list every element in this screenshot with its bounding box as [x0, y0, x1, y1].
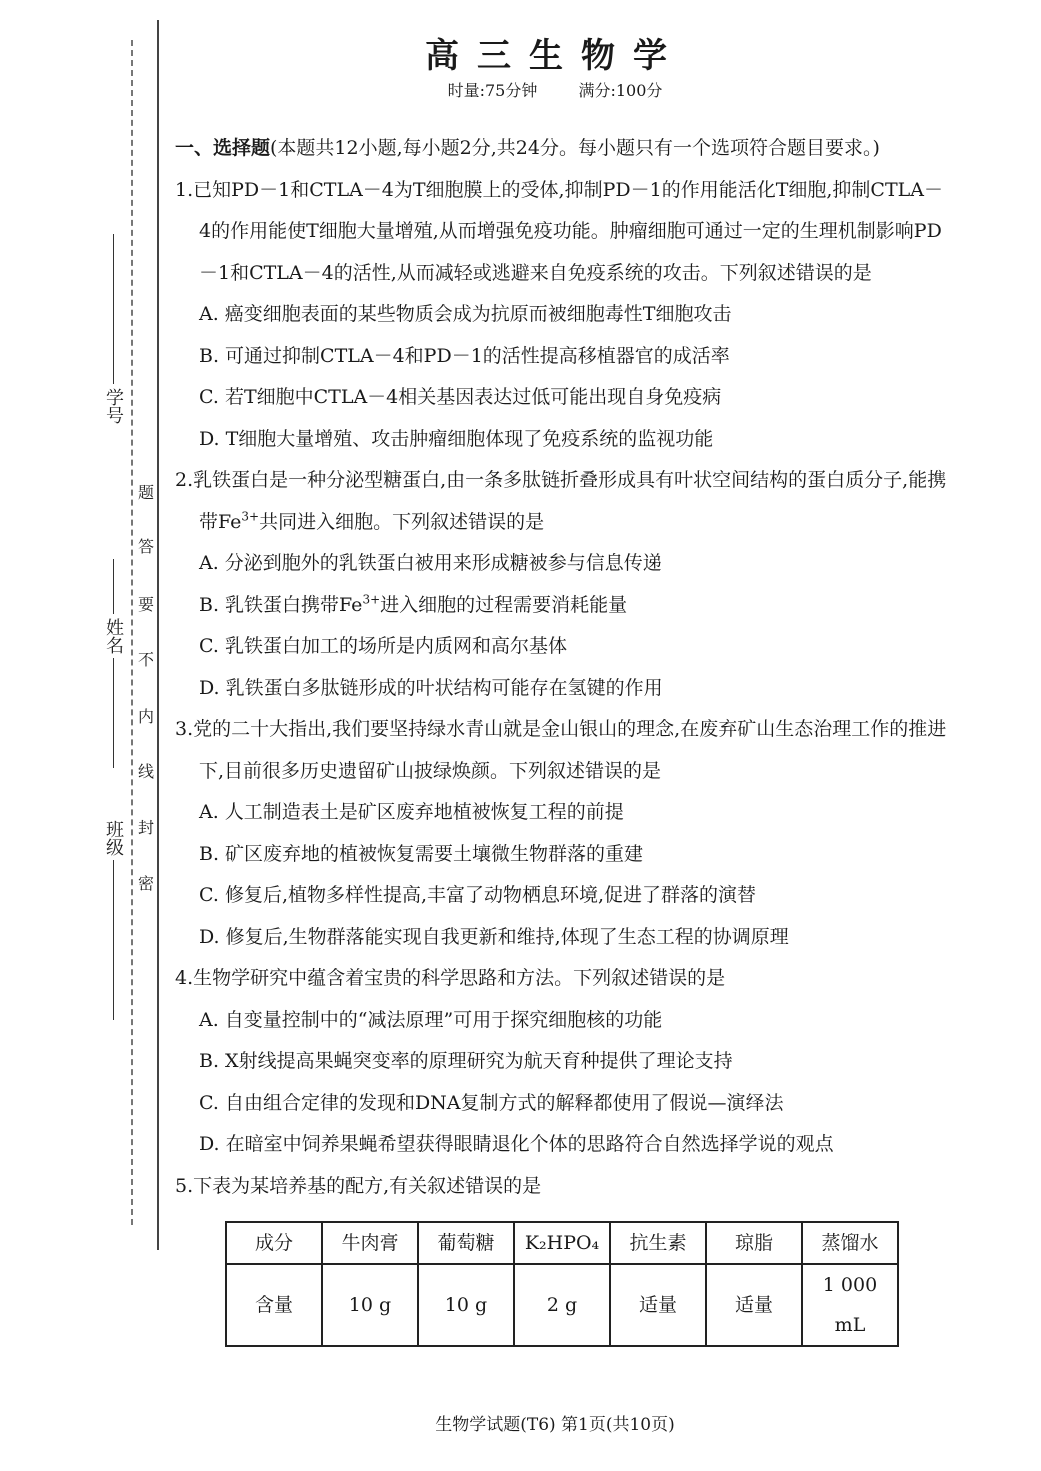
question-number: 2. [175, 469, 194, 491]
question-4 [175, 958, 950, 1166]
table-cell: 10 g [418, 1264, 514, 1346]
medium-recipe-table [225, 1221, 899, 1347]
table-cell: 含量 [226, 1264, 322, 1346]
table-cell: K₂HPO₄ [514, 1222, 610, 1264]
superscript: 3+ [362, 592, 381, 607]
exam-info [180, 78, 930, 101]
option-c[interactable]: C. 乳铁蛋白加工的场所是内质网和高尔基体 [199, 635, 567, 657]
student-id-field [100, 230, 126, 424]
option-a[interactable]: A. 自变量控制中的“减法原理”可用于探究细胞核的功能 [199, 1008, 663, 1031]
option-d[interactable]: D. 乳铁蛋白多肽链形成的叶状结构可能存在氢键的作用 [199, 676, 663, 699]
option-text: B. 乳铁蛋白携带Fe [199, 593, 363, 616]
seal-char: 线 [137, 762, 154, 781]
superscript: 3+ [241, 509, 260, 524]
seal-char: 不 [137, 650, 154, 669]
table-cell: 琼脂 [706, 1222, 802, 1264]
question-stem [175, 958, 950, 1000]
option-b[interactable]: B. X射线提高果蝇突变率的原理研究为航天育种提供了理论支持 [199, 1050, 733, 1072]
score-label: 满分:100分 [578, 81, 663, 100]
option-b[interactable]: B. 可通过抑制CTLA－4和PD－1的活性提高移植器官的成活率 [199, 344, 730, 367]
question-text: 生物学研究中蕴含着宝贵的科学思路和方法。下列叙述错误的是 [193, 967, 726, 989]
student-id-label: 学号 [103, 388, 124, 424]
table-row [226, 1264, 898, 1346]
class-field [100, 820, 126, 1024]
question-text: 乳铁蛋白是一种分泌型糖蛋白,由一条多肽链折叠形成具有叶状空间结构的蛋白质分子,能携带Fe [193, 469, 947, 533]
section-heading [175, 128, 950, 170]
table-cell: 1 000 mL [802, 1264, 898, 1346]
question-text: 已知PD－1和CTLA－4为T细胞膜上的受体,抑制PD－1的作用能活化T细胞,抑制CTLA－4的作用能使T细胞大量增殖,从而增强免疫功能。肿瘤细胞可通过一定的生理机制影响PD－1和CTLA－4的活性,从而减轻或逃避来自免疫系统的攻击。下列叙述错误的是 [193, 178, 943, 284]
question-5 [175, 1166, 950, 1348]
option-c[interactable]: C. 若T细胞中CTLA－4相关基因表达过低可能出现自身免疫病 [199, 386, 722, 408]
table-cell: 适量 [706, 1264, 802, 1346]
time-label: 时量:75分钟 [447, 81, 538, 100]
option-d[interactable]: D. 修复后,生物群落能实现自我更新和维持,体现了生态工程的协调原理 [199, 925, 789, 948]
seal-char: 密 [137, 874, 154, 893]
option-a[interactable]: A. 分泌到胞外的乳铁蛋白被用来形成糖被参与信息传递 [199, 552, 662, 574]
table-cell: 抗生素 [610, 1222, 706, 1264]
question-stem [175, 170, 950, 295]
binding-line [157, 20, 159, 1250]
option-b[interactable] [175, 585, 950, 627]
table-cell: 10 g [322, 1264, 418, 1346]
option-text: 进入细胞的过程需要消耗能量 [380, 593, 628, 616]
question-number: 1. [175, 178, 194, 201]
table-cell: 蒸馏水 [802, 1222, 898, 1264]
table-cell: 牛肉膏 [322, 1222, 418, 1264]
option-a[interactable]: A. 癌变细胞表面的某些物质会成为抗原而被细胞毒性T细胞攻击 [199, 303, 732, 325]
question-number: 4. [175, 967, 194, 989]
name-blank[interactable] [113, 658, 114, 768]
page-footer: 生物学试题(T6) 第1页(共10页) [435, 1415, 675, 1435]
section-instructions: (本题共12小题,每小题2分,共24分。每小题只有一个选项符合题目要求。) [270, 137, 880, 159]
question-stem [175, 709, 950, 792]
question-number: 3. [175, 718, 194, 740]
class-blank[interactable] [113, 860, 114, 1020]
seal-char: 内 [137, 707, 154, 726]
question-text: 党的二十大指出,我们要坚持绿水青山就是金山银山的理念,在废弃矿山生态治理工作的推进下,目前很多历史遗留矿山披绿焕颜。下列叙述错误的是 [193, 718, 947, 782]
table-cell: 成分 [226, 1222, 322, 1264]
question-text: 共同进入细胞。下列叙述错误的是 [259, 510, 545, 533]
option-b[interactable]: B. 矿区废弃地的植被恢复需要土壤微生物群落的重建 [199, 842, 644, 865]
question-stem [175, 460, 950, 543]
table-cell: 适量 [610, 1264, 706, 1346]
question-number: 5. [175, 1174, 194, 1197]
option-a[interactable]: A. 人工制造表土是矿区废弃地植被恢复工程的前提 [199, 801, 624, 823]
name-blank-top [113, 559, 114, 614]
student-id-blank[interactable] [113, 234, 114, 384]
question-1 [175, 170, 950, 461]
seal-char: 题 [137, 483, 154, 502]
name-field [100, 555, 126, 772]
exam-content [175, 128, 950, 1347]
question-2 [175, 460, 950, 709]
option-c[interactable]: C. 修复后,植物多样性提高,丰富了动物栖息环境,促进了群落的演替 [199, 884, 757, 906]
table-cell: 2 g [514, 1264, 610, 1346]
table-cell: 葡萄糖 [418, 1222, 514, 1264]
page-title: 高三生物学 [425, 36, 685, 76]
seal-char: 答 [137, 537, 154, 556]
option-c[interactable]: C. 自由组合定律的发现和DNA复制方式的解释都使用了假说—演绎法 [199, 1091, 784, 1114]
question-stem [175, 1166, 950, 1208]
option-d[interactable]: D. 在暗室中饲养果蝇希望获得眼睛退化个体的思路符合自然选择学说的观点 [199, 1133, 834, 1155]
cut-line [131, 40, 133, 1225]
option-d[interactable]: D. T细胞大量增殖、攻击肿瘤细胞体现了免疫系统的监视功能 [199, 427, 714, 450]
seal-char: 封 [137, 818, 154, 837]
table-row [226, 1222, 898, 1264]
section-title: 一、选择题 [175, 137, 271, 159]
question-text: 下表为某培养基的配方,有关叙述错误的是 [193, 1174, 542, 1197]
question-3 [175, 709, 950, 958]
class-label: 班级 [103, 820, 124, 856]
seal-char: 要 [137, 595, 154, 614]
name-label: 姓名 [103, 618, 124, 654]
